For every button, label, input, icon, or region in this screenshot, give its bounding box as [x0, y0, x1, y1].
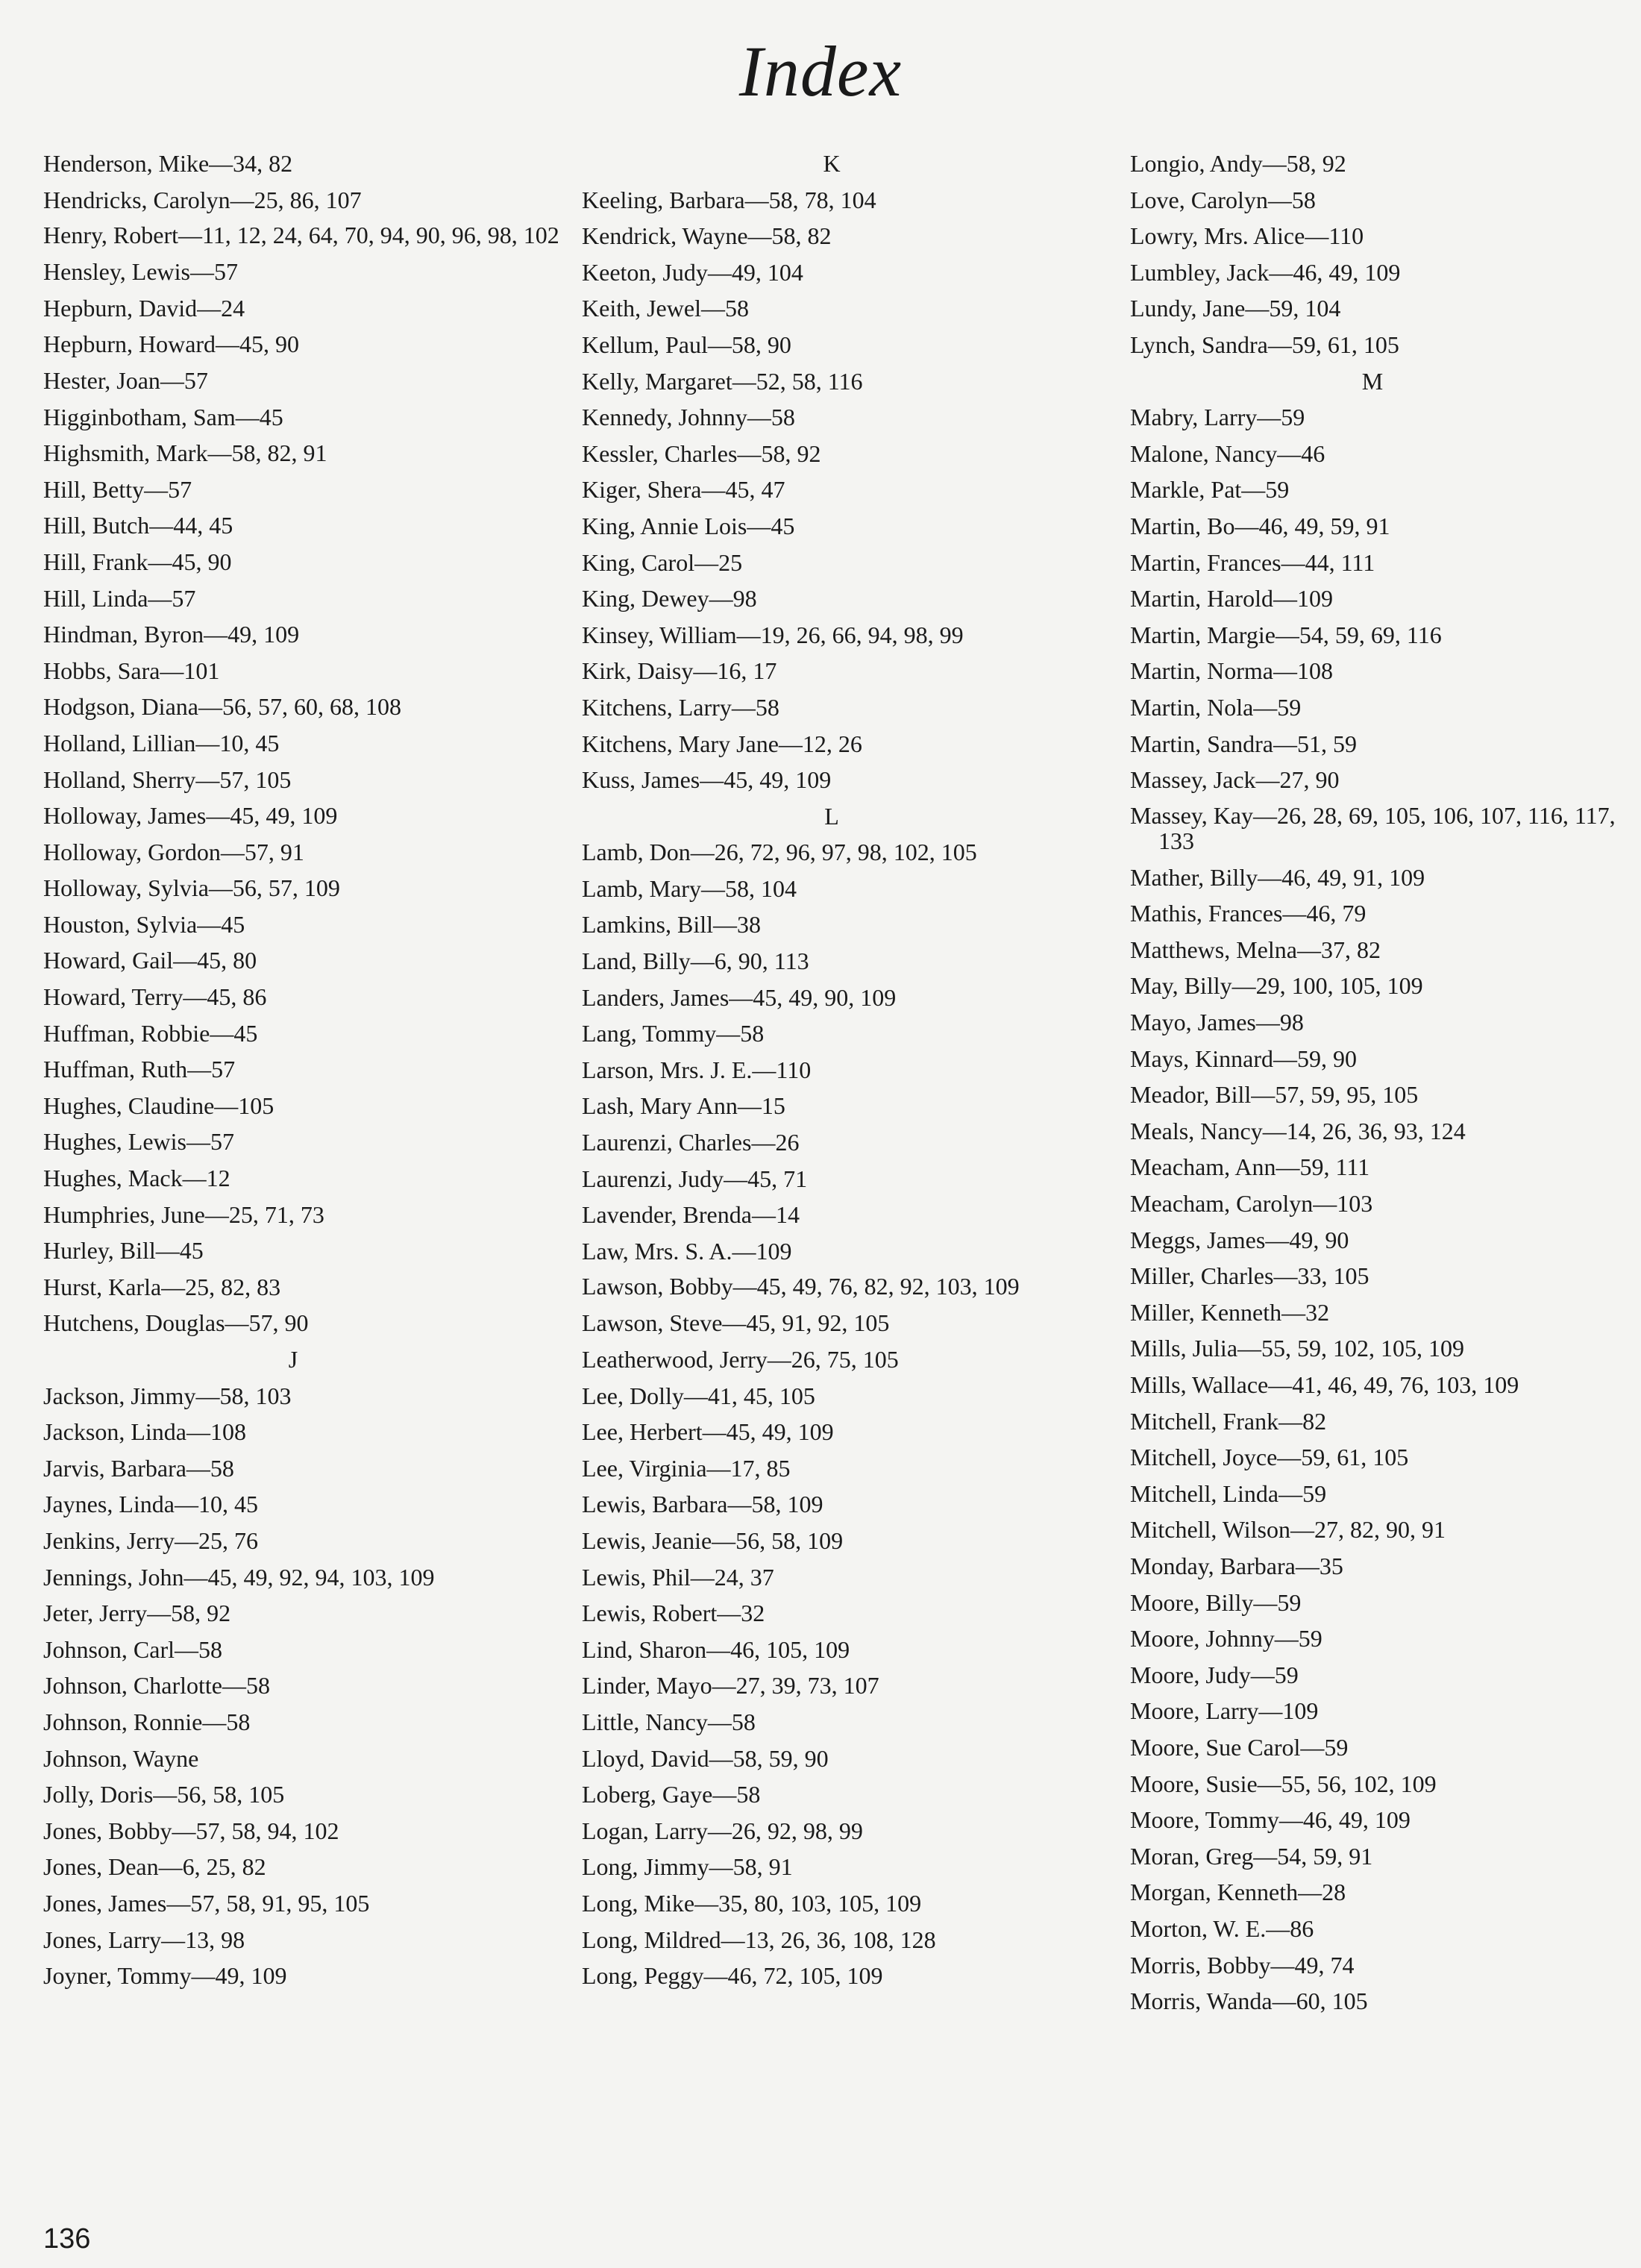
index-entry: Moore, Johnny—59 [1130, 1625, 1322, 1653]
index-entry: Lamb, Mary—58, 104 [582, 874, 797, 902]
index-entry: Massey, Jack—27, 90 [1130, 766, 1340, 794]
index-entry: Morris, Bobby—49, 74 [1130, 1951, 1355, 1979]
index-entry: Meador, Bill—57, 59, 95, 105 [1130, 1081, 1419, 1109]
index-entry: Higginbotham, Sam—45 [43, 403, 283, 430]
index-entry: Long, Mildred—13, 26, 36, 108, 128 [582, 1926, 936, 1953]
index-entry: Holloway, Sylvia—56, 57, 109 [43, 874, 340, 902]
index-entry: Little, Nancy—58 [582, 1708, 756, 1735]
index-entry: Lloyd, David—58, 59, 90 [582, 1744, 829, 1772]
index-entry: Lumbley, Jack—46, 49, 109 [1130, 258, 1401, 286]
index-entry: Mitchell, Joyce—59, 61, 105 [1130, 1444, 1409, 1471]
index-entry: Lamkins, Bill—38 [582, 911, 761, 939]
index-entry: Huffman, Ruth—57 [43, 1056, 236, 1083]
index-entry: Lind, Sharon—46, 105, 109 [582, 1635, 850, 1663]
index-entry: Morton, W. E.—86 [1130, 1914, 1314, 1942]
index-entry: Monday, Barbara—35 [1130, 1552, 1343, 1579]
index-entry: Holloway, Gordon—57, 91 [43, 838, 304, 865]
index-entry: Holloway, James—45, 49, 109 [43, 802, 338, 830]
index-entry: Jones, Bobby—57, 58, 94, 102 [43, 1817, 339, 1844]
section-letter-heading: J [288, 1346, 298, 1373]
index-entry: Lewis, Robert—32 [582, 1600, 765, 1627]
index-entry: Moore, Susie—55, 56, 102, 109 [1130, 1770, 1437, 1797]
index-entry: Moore, Larry—109 [1130, 1697, 1319, 1725]
index-entry: Hepburn, David—24 [43, 294, 245, 322]
section-letter-heading: L [824, 802, 839, 830]
index-entry: Meacham, Carolyn—103 [1130, 1190, 1373, 1218]
index-entry: Moore, Billy—59 [1130, 1588, 1302, 1616]
index-entry: King, Dewey—98 [582, 585, 757, 613]
section-letter-heading: K [823, 150, 841, 177]
index-entry: Martin, Sandra—51, 59 [1130, 730, 1357, 757]
index-column-2 [582, 145, 1104, 1994]
index-entry: Highsmith, Mark—58, 82, 91 [43, 439, 327, 467]
index-entry: Hendricks, Carolyn—25, 86, 107 [43, 186, 362, 213]
index-column-1 [43, 145, 565, 1994]
index-entry: Humphries, June—25, 71, 73 [43, 1200, 324, 1228]
index-entry: Jeter, Jerry—58, 92 [43, 1600, 231, 1627]
index-entry: Lash, Mary Ann—15 [582, 1092, 785, 1120]
index-entry: Hill, Frank—45, 90 [43, 548, 232, 575]
index-entry: Kellum, Paul—58, 90 [582, 331, 791, 358]
index-entry: Long, Mike—35, 80, 103, 105, 109 [582, 1889, 922, 1917]
index-entry: Lamb, Don—26, 72, 96, 97, 98, 102, 105 [582, 839, 977, 866]
index-entry: Larson, Mrs. J. E.—110 [582, 1056, 812, 1083]
page-title: Index [738, 31, 903, 111]
index-entry: Kelly, Margaret—52, 58, 116 [582, 367, 863, 395]
index-entry: Kennedy, Johnny—58 [582, 404, 795, 431]
index-entry: King, Carol—25 [582, 548, 743, 576]
index-entry: Martin, Bo—46, 49, 59, 91 [1130, 512, 1390, 539]
index-entry: Jennings, John—45, 49, 92, 94, 103, 109 [43, 1563, 435, 1591]
index-entry: Markle, Pat—59 [1130, 476, 1290, 504]
index-entry: Jarvis, Barbara—58 [43, 1454, 234, 1482]
index-entry: Mitchell, Linda—59 [1130, 1479, 1327, 1507]
index-entry: Meggs, James—49, 90 [1130, 1226, 1349, 1253]
index-entry: Jones, Larry—13, 98 [43, 1926, 245, 1953]
index-entry: Linder, Mayo—27, 39, 73, 107 [582, 1672, 879, 1700]
index-entry: Lynch, Sandra—59, 61, 105 [1130, 331, 1399, 358]
index-entry: Johnson, Ronnie—58 [43, 1708, 251, 1735]
index-entry: Jaynes, Linda—10, 45 [43, 1491, 258, 1518]
index-entry: Hughes, Lewis—57 [43, 1128, 234, 1156]
index-entry: Hodgson, Diana—56, 57, 60, 68, 108 [43, 693, 401, 721]
index-entry: Leatherwood, Jerry—26, 75, 105 [582, 1346, 899, 1373]
index-entry: Martin, Frances—44, 111 [1130, 548, 1375, 576]
index-entry: Kirk, Daisy—16, 17 [582, 657, 777, 685]
index-entry: Mayo, James—98 [1130, 1009, 1304, 1036]
index-entry: Lewis, Jeanie—56, 58, 109 [582, 1526, 844, 1554]
index-entry: Kessler, Charles—58, 92 [582, 439, 821, 467]
index-entry: Lee, Dolly—41, 45, 105 [582, 1382, 815, 1409]
index-entry: Kendrick, Wayne—58, 82 [582, 222, 832, 250]
index-entry: Lewis, Barbara—58, 109 [582, 1491, 823, 1518]
index-entry: Laurenzi, Charles—26 [582, 1129, 800, 1156]
index-entry: Hill, Betty—57 [43, 475, 192, 503]
index-entry: Love, Carolyn—58 [1130, 186, 1316, 213]
index-entry: Meals, Nancy—14, 26, 36, 93, 124 [1130, 1117, 1466, 1144]
index-entry: Hughes, Mack—12 [43, 1165, 230, 1192]
index-entry: Logan, Larry—26, 92, 98, 99 [582, 1817, 863, 1844]
index-entry: Kinsey, William—19, 26, 66, 94, 98, 99 [582, 621, 964, 648]
index-entry: Morris, Wanda—60, 105 [1130, 1987, 1368, 2015]
index-entry: Jackson, Jimmy—58, 103 [43, 1382, 292, 1409]
index-entry: Lawson, Bobby—45, 49, 76, 82, 92, 103, 109 [582, 1273, 1020, 1300]
index-entry: Moore, Judy—59 [1130, 1661, 1299, 1688]
index-entry: Mitchell, Wilson—27, 82, 90, 91 [1130, 1516, 1446, 1544]
index-entry: Hurley, Bill—45 [43, 1237, 204, 1265]
index-entry: Huffman, Robbie—45 [43, 1019, 258, 1047]
index-entry: Matthews, Melna—37, 82 [1130, 936, 1381, 963]
index-entry: Keeton, Judy—49, 104 [582, 258, 803, 286]
index-entry: Jenkins, Jerry—25, 76 [43, 1526, 258, 1554]
index-entry: Henry, Robert—11, 12, 24, 64, 70, 94, 90, 96, 98, 102 [43, 222, 559, 249]
index-entry: Hensley, Lewis—57 [43, 258, 238, 286]
index-entry: Kuss, James—45, 49, 109 [582, 766, 832, 794]
index-entry: Lewis, Phil—24, 37 [582, 1563, 774, 1591]
index-entry: Johnson, Charlotte—58 [43, 1672, 270, 1700]
index-entry: Martin, Harold—109 [1130, 585, 1333, 613]
index-entry: Hurst, Karla—25, 82, 83 [43, 1273, 281, 1300]
index-entry: Howard, Terry—45, 86 [43, 983, 267, 1011]
index-entry: May, Billy—29, 100, 105, 109 [1130, 972, 1423, 1000]
index-column-3 [1130, 145, 1637, 2020]
index-entry: Morgan, Kenneth—28 [1130, 1879, 1346, 1906]
index-entry: Mabry, Larry—59 [1130, 404, 1305, 431]
index-entry: Mathis, Frances—46, 79 [1130, 900, 1367, 927]
index-entry: Jones, Dean—6, 25, 82 [43, 1853, 266, 1881]
index-entry: Keith, Jewel—58 [582, 295, 749, 322]
index-entry: Johnson, Wayne [43, 1744, 199, 1772]
index-entry: Howard, Gail—45, 80 [43, 947, 257, 974]
index-entry: Hepburn, Howard—45, 90 [43, 331, 300, 358]
index-entry: Lowry, Mrs. Alice—110 [1130, 222, 1364, 250]
page-number: 136 [43, 2223, 91, 2255]
index-entry: Hobbs, Sara—101 [43, 657, 220, 684]
index-entry: Martin, Norma—108 [1130, 657, 1333, 685]
index-entry: Jolly, Doris—56, 58, 105 [43, 1781, 285, 1808]
index-entry: Hill, Butch—44, 45 [43, 512, 233, 539]
index-entry: Henderson, Mike—34, 82 [43, 150, 293, 177]
index-entry: Houston, Sylvia—45 [43, 910, 245, 938]
index-entry: Moore, Sue Carol—59 [1130, 1733, 1349, 1761]
index-entry: Holland, Sherry—57, 105 [43, 765, 292, 793]
index-entry: Long, Peggy—46, 72, 105, 109 [582, 1962, 883, 1990]
index-entry: Mills, Julia—55, 59, 102, 105, 109 [1130, 1335, 1465, 1362]
index-entry: Massey, Kay—26, 28, 69, 105, 106, 107, 116, 117, 133 [1130, 801, 1616, 854]
index-entry: Land, Billy—6, 90, 113 [582, 947, 809, 975]
index-entry: Kitchens, Larry—58 [582, 693, 779, 721]
index-entry: Loberg, Gaye—58 [582, 1781, 761, 1808]
index-entry: Holland, Lillian—10, 45 [43, 729, 280, 756]
index-entry: Kiger, Shera—45, 47 [582, 476, 785, 504]
index-entry: King, Annie Lois—45 [582, 512, 795, 539]
index-entry: Longio, Andy—58, 92 [1130, 150, 1346, 177]
index-entry: Hughes, Claudine—105 [43, 1091, 274, 1119]
index-entry: Keeling, Barbara—58, 78, 104 [582, 186, 876, 213]
index-entry: Lang, Tommy—58 [582, 1020, 765, 1047]
index-entry: Martin, Margie—54, 59, 69, 116 [1130, 621, 1442, 648]
index-entry: Hester, Joan—57 [43, 366, 208, 394]
index-entry: Malone, Nancy—46 [1130, 439, 1325, 467]
index-entry: Landers, James—45, 49, 90, 109 [582, 983, 897, 1011]
index-entry: Laurenzi, Judy—45, 71 [582, 1165, 808, 1192]
index-entry: Moran, Greg—54, 59, 91 [1130, 1842, 1373, 1870]
section-letter-heading: M [1361, 367, 1384, 395]
index-entry: Jackson, Linda—108 [43, 1418, 246, 1446]
index-entry: Miller, Kenneth—32 [1130, 1298, 1330, 1326]
index-entry: Martin, Nola—59 [1130, 693, 1302, 721]
index-entry: Hutchens, Douglas—57, 90 [43, 1309, 309, 1337]
index-entry: Miller, Charles—33, 105 [1130, 1262, 1369, 1290]
index-entry: Jones, James—57, 58, 91, 95, 105 [43, 1889, 370, 1917]
index-entry: Joyner, Tommy—49, 109 [43, 1962, 287, 1990]
index-entry: Kitchens, Mary Jane—12, 26 [582, 730, 862, 757]
index-entry: Lundy, Jane—59, 104 [1130, 295, 1341, 322]
index-entry: Mays, Kinnard—59, 90 [1130, 1044, 1357, 1072]
index-entry: Lee, Virginia—17, 85 [582, 1454, 791, 1482]
index-entry: Mills, Wallace—41, 46, 49, 76, 103, 109 [1130, 1371, 1519, 1398]
index-entry: Mather, Billy—46, 49, 91, 109 [1130, 863, 1425, 891]
index-entry: Long, Jimmy—58, 91 [582, 1853, 793, 1881]
index-entry: Hindman, Byron—49, 109 [43, 621, 300, 648]
index-entry: Hill, Linda—57 [43, 584, 196, 612]
index-entry: Lee, Herbert—45, 49, 109 [582, 1418, 834, 1446]
index-entry: Lawson, Steve—45, 91, 92, 105 [582, 1309, 890, 1337]
index-entry: Moore, Tommy—46, 49, 109 [1130, 1806, 1411, 1834]
index-entry: Law, Mrs. S. A.—109 [582, 1237, 792, 1265]
index-entry: Meacham, Ann—59, 111 [1130, 1153, 1370, 1181]
index-entry: Lavender, Brenda—14 [582, 1201, 800, 1229]
index-entry: Mitchell, Frank—82 [1130, 1407, 1327, 1435]
index-entry: Johnson, Carl—58 [43, 1635, 222, 1663]
